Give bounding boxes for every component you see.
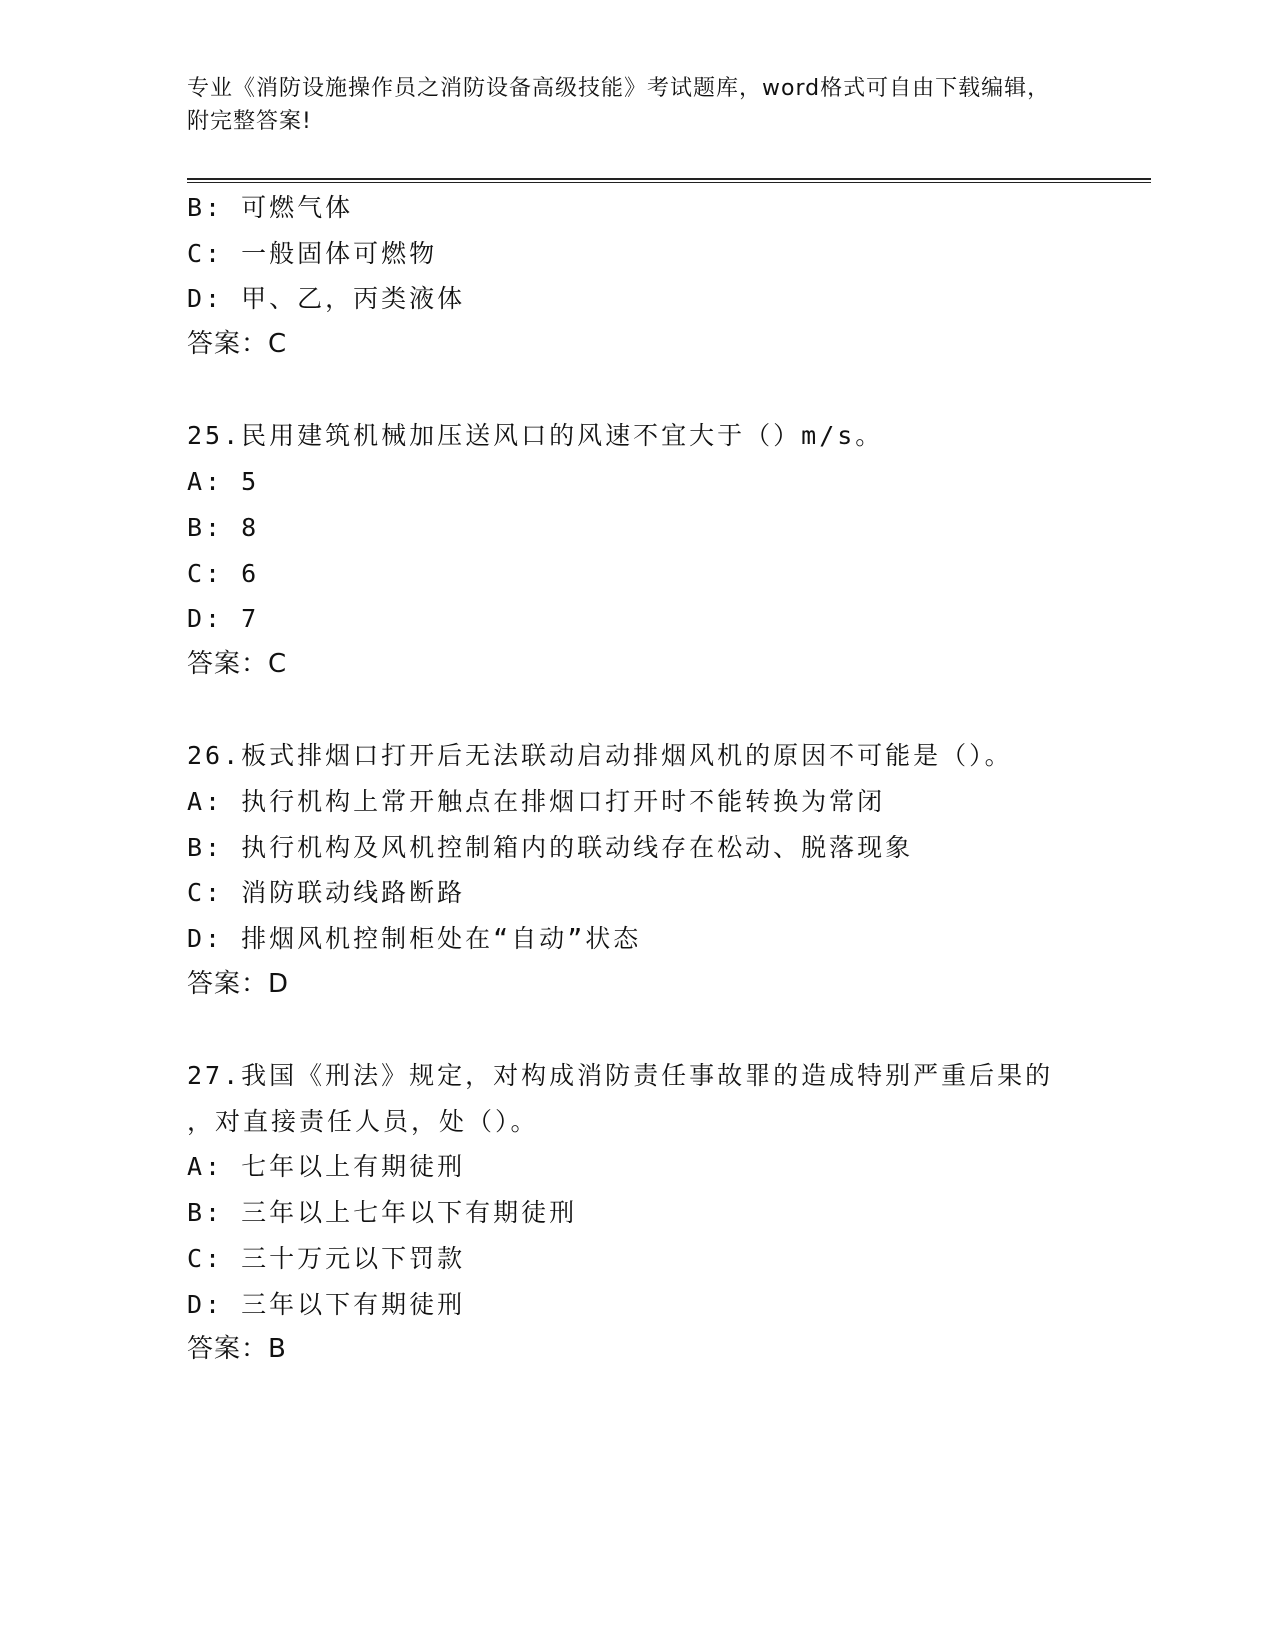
question-stem: 26.板式排烟口打开后无法联动启动排烟风机的原因不可能是（）。: [187, 741, 1013, 771]
question-stem-line-1: 27.我国《刑法》规定，对构成消防责任事故罪的造成特别严重后果的: [187, 1061, 1054, 1091]
question-27: [187, 1053, 1087, 1373]
option-b: B: 三年以上七年以下有期徒刑: [187, 1198, 578, 1228]
option-d: D: 排烟风机控制柜处在“自动”状态: [187, 924, 642, 953]
answer: 答案：C: [187, 329, 288, 360]
page-header: 专业《消防设施操作员之消防设备高级技能》考试题库，word格式可自由下载编辑，附完整答案!: [187, 76, 1051, 134]
option-c: C: 消防联动线路断路: [187, 878, 466, 908]
question-24-tail: [187, 185, 1087, 368]
option-c: C: 6: [187, 558, 260, 588]
spacer: [187, 368, 1087, 414]
answer: 答案：B: [187, 1334, 287, 1365]
answer: 答案：C: [187, 648, 288, 679]
option-c: C: 一般固体可燃物: [187, 238, 438, 268]
spacer: [187, 1007, 1087, 1053]
option-a: A: 执行机构上常开触点在排烟口打开时不能转换为常闭: [187, 786, 886, 816]
spacer: [187, 688, 1087, 734]
option-d: D: 7: [187, 604, 260, 634]
question-stem-line-2: ，对直接责任人员，处（）。: [187, 1106, 539, 1136]
question-25: [187, 413, 1087, 687]
question-26: [187, 733, 1087, 1007]
answer: 答案：D: [187, 968, 290, 999]
option-a: A: 七年以上有期徒刑: [187, 1152, 466, 1182]
option-d: D: 甲、乙，丙类液体: [187, 284, 466, 314]
document-body: [187, 185, 1087, 1373]
option-b: B: 可燃气体: [187, 193, 354, 222]
option-b: B: 执行机构及风机控制箱内的联动线存在松动、脱落现象: [187, 832, 914, 862]
option-b: B: 8: [187, 512, 260, 542]
option-a: A: 5: [187, 467, 260, 497]
question-stem: 25.民用建筑机械加压送风口的风速不宜大于（）m/s。: [187, 421, 884, 451]
option-c: C: 三十万元以下罚款: [187, 1243, 466, 1273]
header-rule: [187, 178, 1151, 183]
option-d: D: 三年以下有期徒刑: [187, 1289, 466, 1319]
